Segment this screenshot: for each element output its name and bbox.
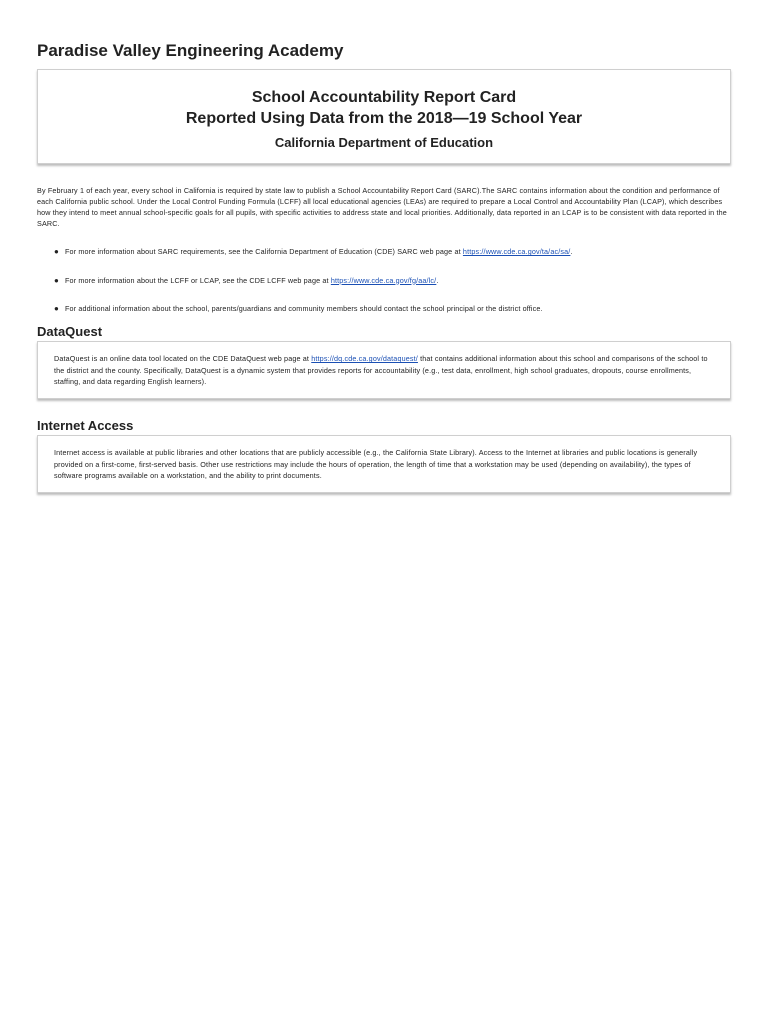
report-subtitle: Reported Using Data from the 2018—19 School Year [185, 110, 583, 127]
bullet-icon: ● [54, 247, 59, 256]
list-item [37, 276, 731, 305]
internet-access-text: Internet access is available at public libraries and other locations that are publicly accessible (e.g., the California State Library). Access to the Internet at libraries and public locations is generally provided on a first-come, first-served basis. Other use restrictions may include the hours of operation, the length of time that a workstation may be used (depending on availability), the types of software programs available on a workstation, and the ability to print documents. [54, 448, 698, 480]
report-title-box [37, 69, 731, 164]
bullet-end: . [436, 275, 439, 285]
dataquest-heading: DataQuest [37, 324, 103, 339]
department-name: California Department of Education [274, 135, 494, 150]
internet-access-heading: Internet Access [37, 418, 134, 433]
dataquest-box [37, 341, 731, 399]
bullet-icon: ● [54, 304, 59, 313]
school-name: Paradise Valley Engineering Academy [37, 41, 344, 60]
dataquest-text-after: that contains additional information about this school and comparisons of the school to the district and the county. Specifically, DataQuest is a dynamic system that provides reports for accountability (e.g., test data, enrollment, high school graduates, dropouts, course enrollments, staffing, and data regarding English learners). [54, 354, 708, 386]
sarc-link[interactable]: https://www.cde.ca.gov/ta/ac/sa/ [462, 247, 571, 256]
list-item [37, 247, 731, 276]
lcff-link[interactable]: https://www.cde.ca.gov/fg/aa/lc/ [330, 275, 437, 285]
dataquest-link[interactable]: https://dq.cde.ca.gov/dataquest/ [311, 354, 418, 363]
report-title: School Accountability Report Card [251, 89, 517, 106]
internet-access-box [37, 435, 731, 493]
dataquest-text-before: DataQuest is an online data tool located on the CDE DataQuest web page at [54, 354, 312, 363]
bullet-text: For more information about the LCFF or LCAP, see the CDE LCFF web page at [65, 275, 331, 285]
info-bullet-list [37, 247, 731, 333]
bullet-end: . [570, 247, 573, 256]
bullet-text: For more information about SARC requirements, see the California Department of Education (CDE) SARC web page at [65, 247, 463, 256]
list-item [37, 304, 731, 333]
bullet-icon: ● [54, 275, 59, 285]
intro-paragraph: By February 1 of each year, every school in California is required by state law to publish a School Accountability Report Card (SARC).The SARC contains information about the condition and performance of each California public school. Under the Local Control Funding Formula (LCFF) all local educational agencies (LEAs) are required to prepare a Local Control and Accountability Plan (LCAP), which describes how they intend to meet annual school-specific goals for all pupils, with specific activities to address state and local priorities. Additionally, data reported in an LCAP is to be consistent with data reported in the SARC. [37, 186, 727, 228]
bullet-text: For additional information about the school, parents/guardians and community members should contact the school principal or the district office. [65, 304, 543, 313]
